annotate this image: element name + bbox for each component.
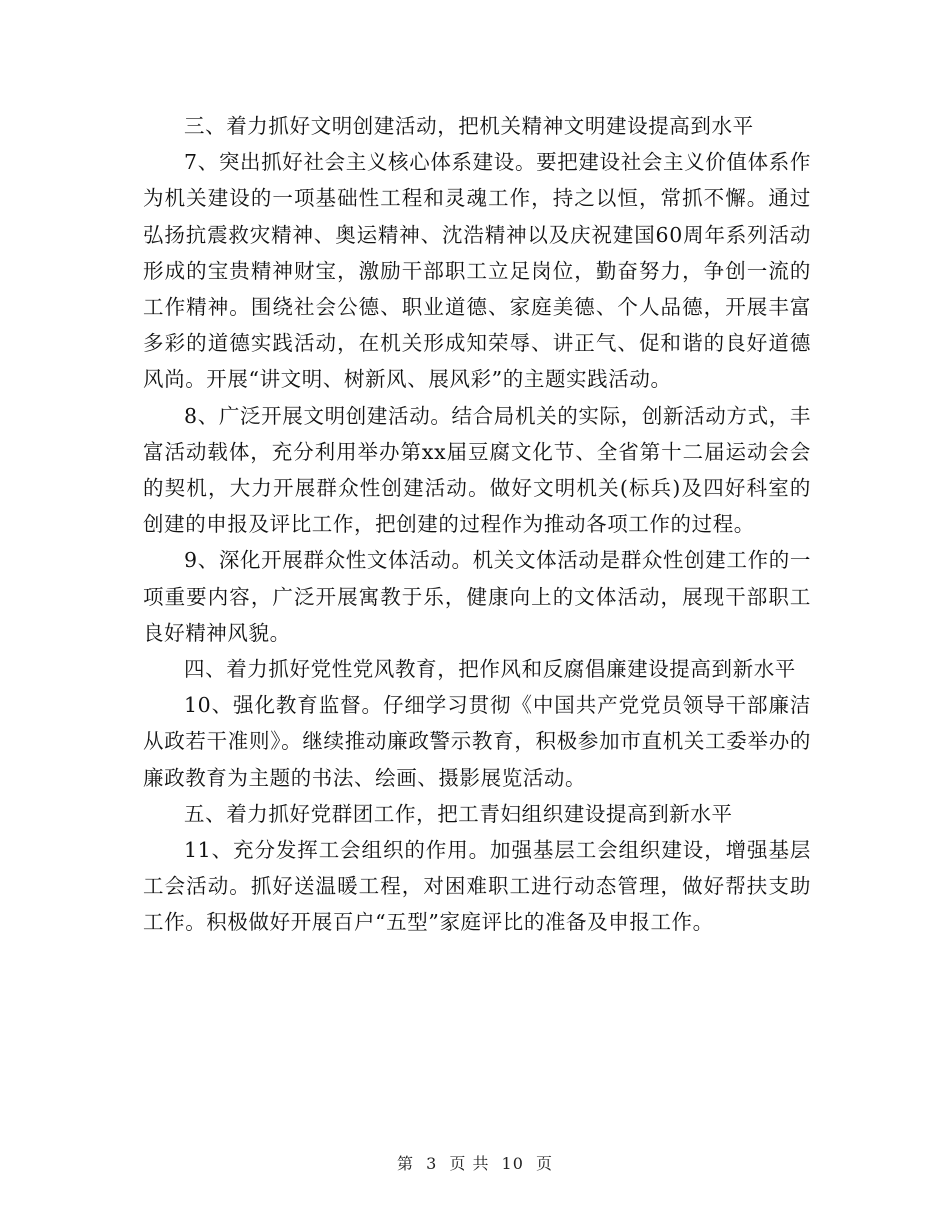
footer-suffix: 页 [536, 1154, 554, 1173]
section-heading-5: 五、着力抓好党群团工作，把工青妇组织建设提高到新水平 [184, 801, 733, 826]
paragraph-item-9: 9、深化开展群众性文体活动。机关文体活动是群众性创建工作的一项重要内容，广泛开展寓教于乐，健康向上的文体活动，展现干部职工良好精神风貌。 [143, 548, 811, 645]
paragraph-item-11: 11、充分发挥工会组织的作用。加强基层工会组织建设，增强基层工会活动。抓好送温暖工程，对困难职工进行动态管理，做好帮扶支助工作。积极做好开展百户“五型”家庭评比的准备及申报工作。 [143, 838, 811, 935]
paragraph-item-8: 8、广泛开展文明创建活动。结合局机关的实际，创新活动方式，丰富活动载体，充分利用举办第xx届豆腐文化节、全省第十二届运动会会的契机，大力开展群众性创建活动。做好文明机关(标兵)及四好科室的创建的申报及评比工作，把创建的过程作为推动各项工作的过程。 [143, 403, 811, 537]
document-body [143, 108, 811, 941]
footer-prefix: 第 [396, 1154, 414, 1173]
paragraph-item-10: 10、强化教育监督。仔细学习贯彻《中国共产党党员领导干部廉洁从政若干准则》。继续推动廉政警示教育，积极参加市直机关工委举办的廉政教育为主题的书法、绘画、摄影展览活动。 [143, 693, 811, 790]
footer-total-pages: 10 [501, 1154, 524, 1173]
footer-middle: 页 共 [449, 1154, 490, 1173]
section-heading-3: 三、着力抓好文明创建活动，把机关精神文明建设提高到水平 [184, 114, 754, 138]
page-footer [0, 1154, 950, 1174]
footer-page-number: 3 [426, 1154, 438, 1173]
paragraph-item-7: 7、突出抓好社会主义核心体系建设。要把建设社会主义价值体系作为机关建设的一项基础性工程和灵魂工作，持之以恒，常抓不懈。通过弘扬抗震救灾精神、奥运精神、沈浩精神以及庆祝建国60周年系列活动形成的宝贵精神财宝，激励干部职工立足岗位，勤奋努力，争创一流的工作精神。围绕社会公德、职业道德、家庭美德、个人品德，开展丰富多彩的道德实践活动，在机关形成知荣辱、讲正气、促和谐的良好道德风尚。开展“讲文明、树新风、展风彩”的主题实践活动。 [143, 150, 811, 392]
section-heading-4: 四、着力抓好党性党风教育，把作风和反腐倡廉建设提高到新水平 [184, 657, 796, 682]
